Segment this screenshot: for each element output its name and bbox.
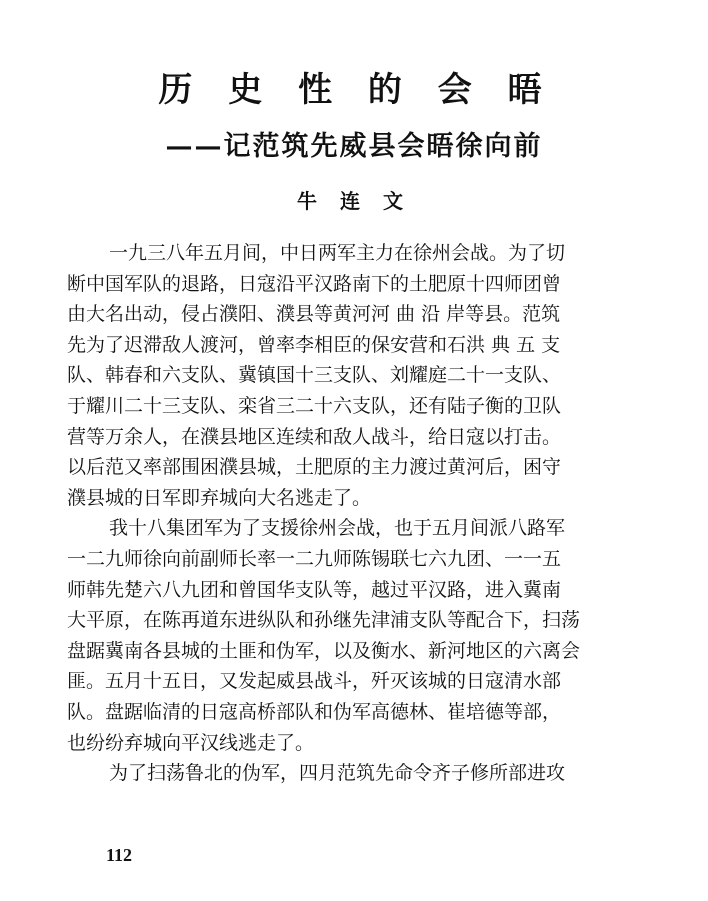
text-line: 大平原，在陈再道东进纵队和孙继先津浦支队等配合下，扫荡 (67, 609, 581, 632)
text-line: 一二九师徐向前副师长率一二九师陈锡联七六九团、一一五 (67, 547, 562, 570)
text-line: 一九三八年五月间，中日两军主力在徐州会战。为了切 (109, 242, 566, 264)
text-line: 先为了迟滞敌人渡河，曾率李相臣的保安营和石洪 典 五 支 (67, 333, 561, 356)
text-line: 师韩先楚六八九团和曾国华支队等，越过平汉路，进入冀南 (67, 578, 562, 601)
text-line: 匪。五月十五日，又发起威县战斗，歼灭该城的日寇清水部 (67, 670, 562, 693)
text-line: 断中国军队的退路，日寇沿平汉路南下的土肥原十四师团曾 (67, 272, 562, 295)
text-line: 为了扫荡鲁北的伪军，四月范筑先命令齐子修所部进攻 (109, 762, 566, 785)
text-line: 由大名出动，侵占濮阳、濮县等黄河河 曲 沿 岸等县。范筑 (67, 303, 561, 326)
text-line: 也纷纷弃城向平汉线逃走了。 (67, 731, 315, 754)
text-line: 营等万余人，在濮县地区连续和敌人战斗，给日寇以打击。 (67, 425, 562, 448)
text-line: 队。盘踞临清的日寇高桥部队和伪军高德林、崔培德等部， (67, 700, 562, 723)
article-author: 牛 连 文 (297, 189, 411, 213)
text-line: 濮县城的日军即弃城向大名逃走了。 (67, 486, 372, 509)
article-body (67, 238, 647, 789)
article-subtitle: ——记范筑先威县会晤徐向前 (165, 131, 543, 162)
text-line: 以后范又率部围困濮县城，土肥原的主力渡过黄河后，困守 (67, 456, 562, 479)
text-line: 队、韩春和六支队、冀镇国十三支队、刘耀庭二十一支队、 (67, 364, 562, 387)
article-title: 历 史 性 的 会 晤 (158, 70, 554, 110)
text-line: 盘踞冀南各县城的土匪和伪军，以及衡水、新河地区的六离会 (67, 639, 581, 662)
text-line: 我十八集团军为了支援徐州会战，也于五月间派八路军 (109, 517, 566, 540)
text-line: 于耀川二十三支队、栾省三二十六支队，还有陆子衡的卫队 (67, 394, 562, 417)
page-number: 112 (106, 845, 133, 865)
